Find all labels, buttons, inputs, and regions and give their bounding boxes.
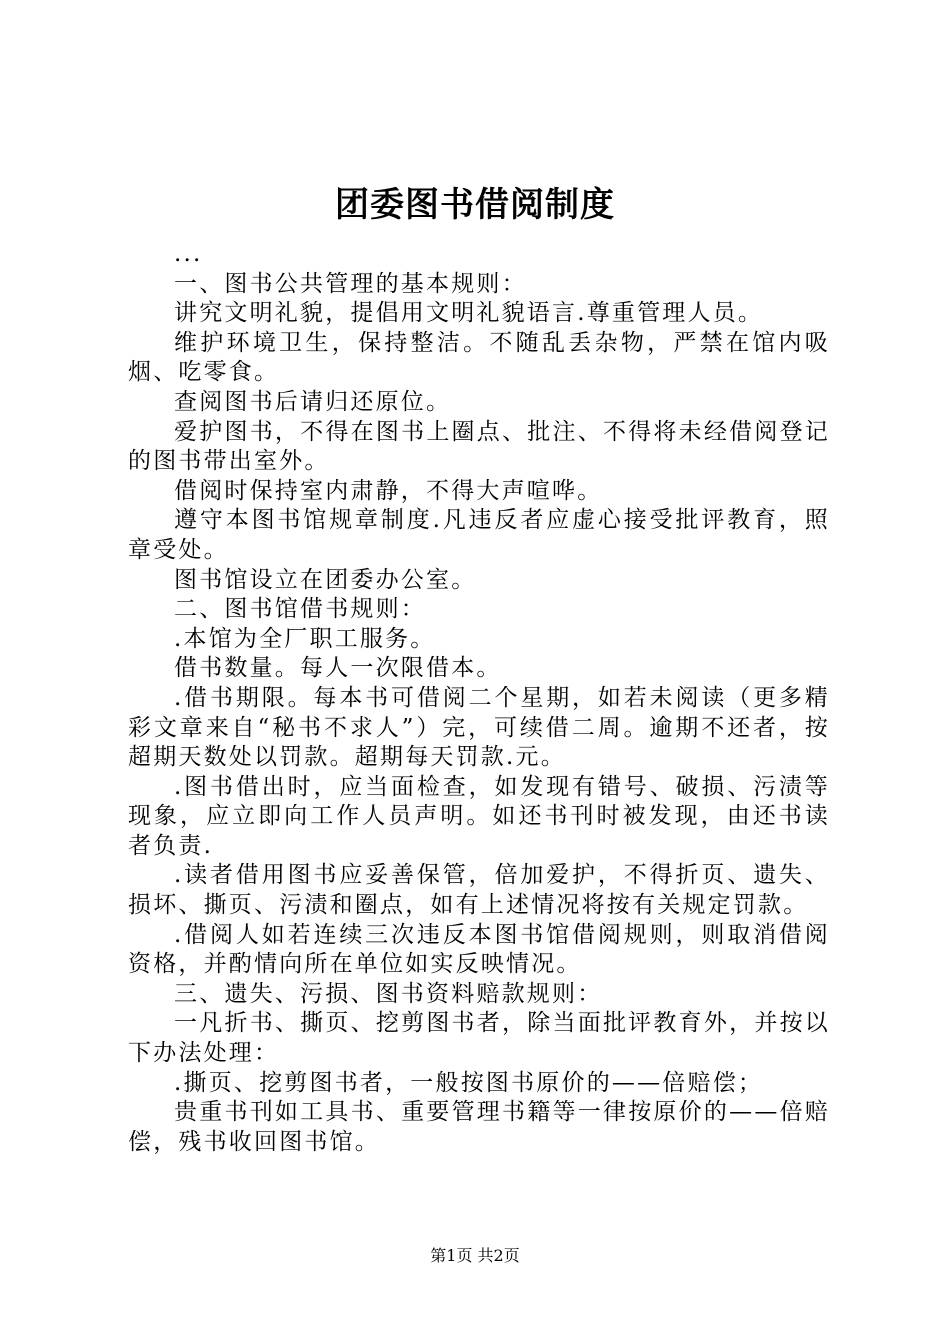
- rule-paragraph: 贵重书刊如工具书、重要管理书籍等一律按原价的——倍赔偿，残书收回图书馆。: [128, 1099, 830, 1155]
- rule-paragraph: 借书数量。每人一次限借本。: [174, 655, 502, 682]
- section-heading-3: 三、遗失、污损、图书资料赔款规则：: [174, 980, 603, 1007]
- ellipsis-line: ...: [174, 241, 203, 267]
- document-body: [128, 240, 830, 1157]
- rule-paragraph: 借阅时保持室内肃静，不得大声喧哗。: [174, 477, 603, 504]
- rule-paragraph: .撕页、挖剪图书者，一般按图书原价的——倍赔偿；: [174, 1069, 764, 1096]
- rule-paragraph: 一凡折书、撕页、挖剪图书者，除当面批评教育外，并按以下办法处理：: [128, 1010, 830, 1067]
- rule-paragraph: .本馆为全厂职工服务。: [174, 625, 436, 652]
- section-heading-2: 二、图书馆借书规则：: [174, 596, 426, 623]
- rule-paragraph: .借书期限。每本书可借阅二个星期，如若未阅读（更多精彩文章来自“秘书不求人”）完，可续借二周。逾期不还者，按超期天数处以罚款。超期每天罚款.元。: [128, 684, 830, 771]
- section-heading-1: 一、图书公共管理的基本规则：: [174, 270, 527, 297]
- rule-paragraph: .图书借出时，应当面检查，如发现有错号、破损、污渍等现象，应立即向工作人员声明。如还书刊时被发现，由还书读者负责.: [128, 773, 830, 859]
- page-number-footer: 第1页 共2页: [430, 1246, 520, 1265]
- rule-paragraph: .读者借用图书应妥善保管，倍加爱护，不得折页、遗失、损坏、撕页、污渍和圈点，如有上述情况将按有关规定罚款。: [128, 862, 830, 919]
- rule-paragraph: 维护环境卫生，保持整洁。不随乱丢杂物，严禁在馆内吸烟、吃零食。: [128, 329, 830, 386]
- rule-paragraph: 查阅图书后请归还原位。: [174, 388, 452, 415]
- rule-paragraph: 爱护图书，不得在图书上圈点、批注、不得将未经借阅登记的图书带出室外。: [128, 418, 830, 475]
- rule-paragraph: 讲究文明礼貌，提倡用文明礼貌语言.尊重管理人员。: [174, 300, 764, 327]
- rule-paragraph: 遵守本图书馆规章制度.凡违反者应虚心接受批评教育，照章受处。: [128, 507, 830, 563]
- rule-paragraph: 图书馆设立在团委办公室。: [174, 566, 477, 593]
- page-title: 团委图书借阅制度: [335, 185, 615, 225]
- rule-paragraph: .借阅人如若连续三次违反本图书馆借阅规则，则取消借阅资格，并酌情向所在单位如实反映情况。: [128, 921, 830, 978]
